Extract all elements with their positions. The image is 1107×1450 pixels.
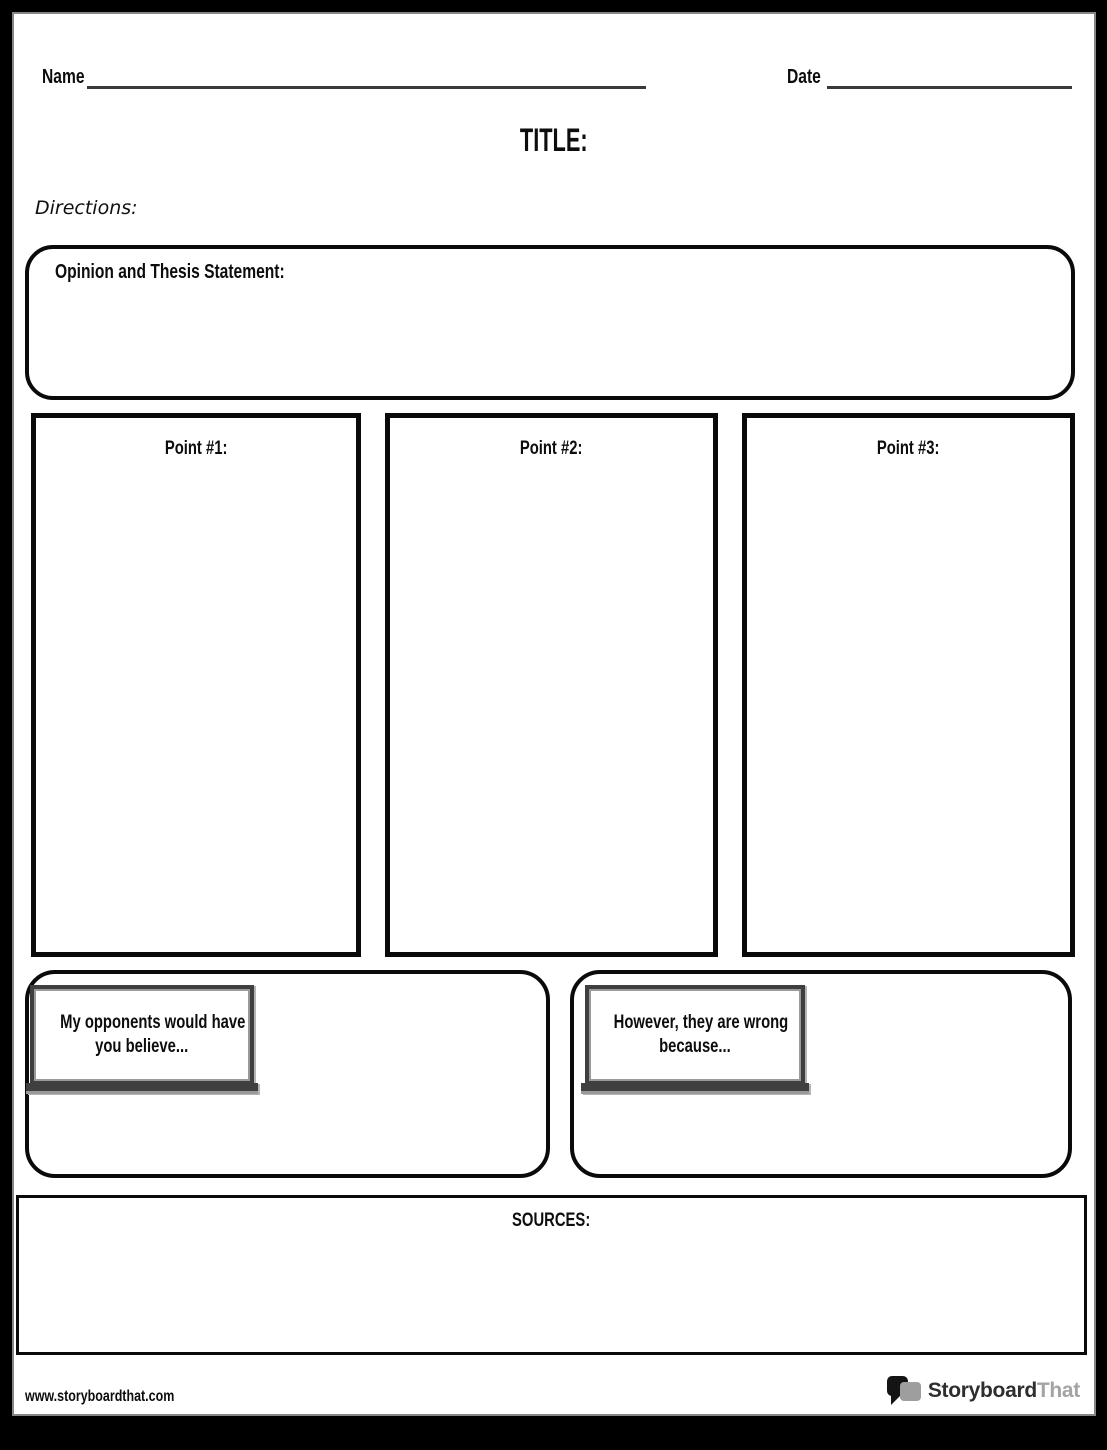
- rebuttal-chalkboard: [585, 985, 805, 1085]
- point-3-header: [747, 438, 1070, 460]
- opponents-text-line: [34, 1011, 250, 1035]
- point-2-label: Point #2:: [520, 438, 583, 459]
- logo-wordmark: [928, 1379, 1080, 1403]
- opponents-chalkboard: [30, 985, 254, 1085]
- opponents-box: [25, 970, 550, 1178]
- opponents-label-line1: My opponents would have: [60, 1012, 246, 1034]
- opinion-thesis-box: [25, 245, 1075, 400]
- name-label: Name: [42, 66, 85, 88]
- point-2-header: [390, 438, 713, 460]
- chalkboard-tray: [26, 1083, 258, 1094]
- opinion-thesis-label: Opinion and Thesis Statement:: [55, 261, 285, 283]
- website-url: www.storyboardthat.com: [25, 1388, 175, 1405]
- title-row: [14, 122, 1094, 159]
- logo-text-storyboard: Storyboard: [927, 1379, 1037, 1402]
- rebuttal-box: [570, 970, 1072, 1178]
- page-title: TITLE:: [520, 122, 588, 158]
- point-1-label: Point #1:: [164, 438, 228, 459]
- point-1-header: [36, 438, 356, 460]
- date-label: Date: [787, 66, 821, 88]
- storyboardthat-logo: [885, 1374, 1080, 1408]
- point-3-box: [742, 413, 1075, 957]
- logo-text-that: That: [1036, 1379, 1080, 1402]
- rebuttal-text-line: [589, 1035, 801, 1059]
- rebuttal-label-line1: However, they are wrong: [613, 1012, 789, 1034]
- point-2-box: [385, 413, 718, 957]
- name-underline: [87, 86, 646, 89]
- sources-box: [16, 1195, 1087, 1355]
- speech-bubbles-icon: [885, 1374, 923, 1408]
- date-underline: [827, 86, 1072, 89]
- sources-label: SOURCES:: [512, 1210, 591, 1231]
- chalkboard-tray: [581, 1083, 809, 1094]
- rebuttal-label-line2: because...: [659, 1036, 731, 1057]
- opponents-label-line2: you believe...: [95, 1036, 189, 1057]
- sources-header: [19, 1210, 1084, 1232]
- rebuttal-text-line: [589, 1011, 801, 1035]
- directions-label: Directions:: [35, 197, 138, 219]
- point-1-box: [31, 413, 361, 957]
- opponents-text-line: [34, 1035, 250, 1059]
- point-3-label: Point #3:: [877, 438, 940, 459]
- worksheet-page: [12, 12, 1096, 1416]
